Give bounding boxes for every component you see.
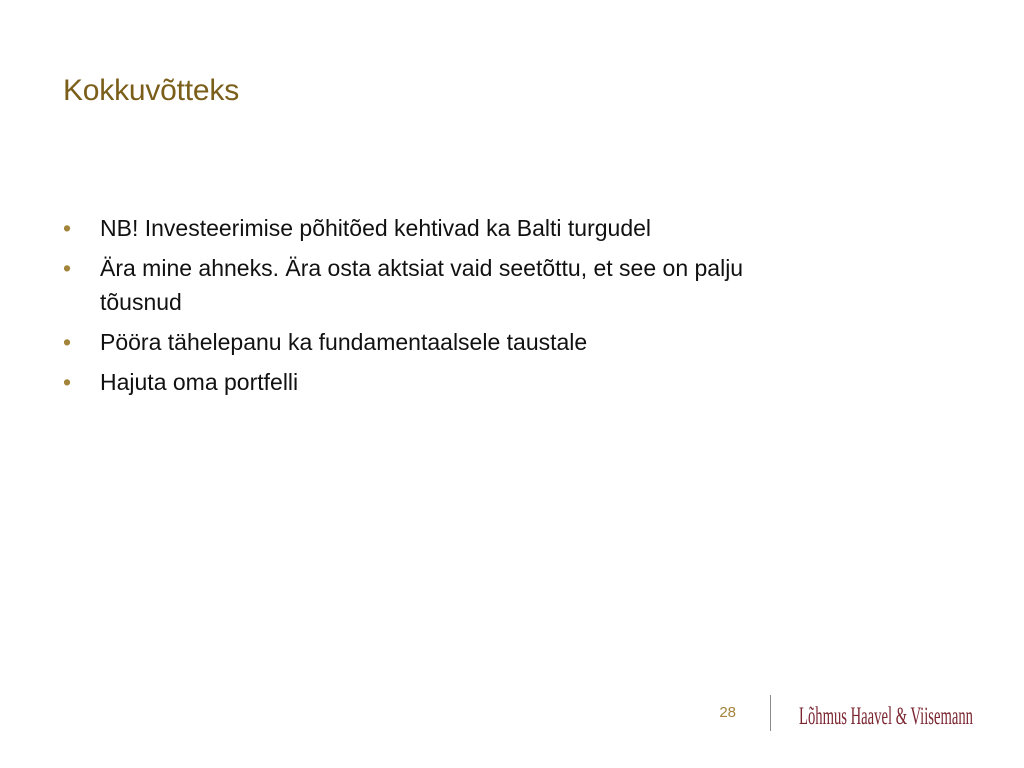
bullet-text: Ära mine ahneks. Ära osta aktsiat vaid seetõttu, et see on palju tõusnud [100, 255, 744, 315]
company-logo-text: Lõhmus Haavel & Viisemann [799, 703, 974, 730]
bullet-item [63, 365, 753, 399]
bullet-text: Hajuta oma portfelli [100, 369, 299, 395]
bullet-item [63, 325, 753, 359]
footer-divider [770, 695, 771, 731]
bullet-marker: • [63, 215, 72, 241]
bullet-text: Pööra tähelepanu ka fundamentaalsele taustale [100, 329, 588, 355]
bullet-text: NB! Investeerimise põhitõed kehtivad ka Balti turgudel [100, 215, 652, 241]
bullet-marker: • [63, 255, 72, 281]
bullet-marker: • [63, 369, 72, 395]
bullet-item [63, 211, 753, 245]
slide-title: Kokkuvõtteks [63, 74, 240, 107]
company-logo [797, 697, 977, 733]
bullet-marker: • [63, 329, 72, 355]
bullet-list [63, 211, 753, 405]
bullet-item [63, 251, 753, 319]
page-number: 28 [719, 704, 736, 721]
